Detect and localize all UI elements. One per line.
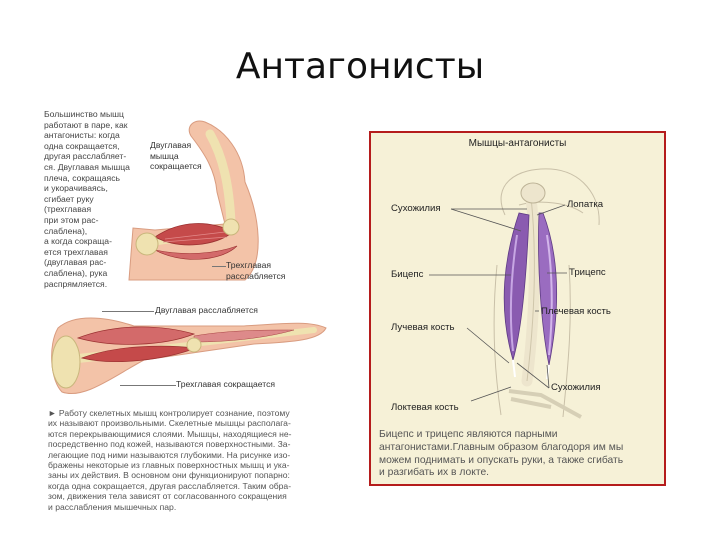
intro-line: слаблена), рука <box>44 267 108 278</box>
label-biceps-contracts <box>150 140 202 172</box>
label-radius: Лучевая кость <box>391 322 455 333</box>
footnote-line: легающие под ними называются глубокими. На рисунке изо- <box>48 449 291 460</box>
intro-line: другая расслабляет- <box>44 151 127 162</box>
caption-line: Бицепс и трицепс являются парными <box>379 429 558 440</box>
label-line: расслабляется <box>226 270 286 281</box>
slide-title: Антагонисты <box>235 46 485 87</box>
label-tendons-bottom: Сухожилия <box>551 382 601 393</box>
panel-leader-lines <box>371 133 664 433</box>
footnote-line: заны их действия. В основном они функционируют попарно: <box>48 470 290 481</box>
intro-line: распрямляется. <box>44 278 108 289</box>
intro-line: Большинство мышц <box>44 109 124 119</box>
footnote-text <box>48 408 292 512</box>
label-triceps-relaxes <box>226 260 285 281</box>
intro-line: (трехглавая <box>44 204 92 215</box>
intro-line: слаблена), <box>44 225 88 236</box>
intro-line: ется трехглавая <box>44 246 108 257</box>
extended-arm-illustration <box>44 300 334 410</box>
label-triceps-contracts: Трехглавая сокращается <box>176 379 276 389</box>
footnote-line: посредственно под кожей, называются поверхностными. За- <box>48 439 291 450</box>
label-line: сокращается <box>150 161 202 171</box>
intro-line: одна сокращается, <box>44 140 120 151</box>
panel-caption <box>379 429 664 480</box>
intro-line: работают в паре, как <box>44 119 128 130</box>
intro-line: ся. Двуглавая мышца <box>44 161 130 172</box>
label-biceps: Бицепс <box>391 269 424 280</box>
footnote-line: их называют произвольными. Скелетные мышцы располага- <box>48 418 291 429</box>
caption-line: антагонистами.Главным образом благодоря им мы <box>379 441 624 453</box>
label-humerus: Плечевая кость <box>541 306 611 317</box>
footnote-line: зом, движения тела зависят от согласованного сокращения <box>48 491 287 502</box>
intro-line: плеча, сокращаясь <box>44 172 120 183</box>
footnote-line: бражены некоторые из главных поверхностных мышц и ука- <box>48 460 290 471</box>
caption-line: и разгибать их в локте. <box>379 467 490 479</box>
label-line: мышца <box>150 150 179 161</box>
label-ulna: Локтевая кость <box>391 402 459 413</box>
leader-line <box>120 385 176 386</box>
footnote-line: ► Работу скелетных мышц контролирует сознание, поэтому <box>48 408 290 418</box>
intro-line: а когда сокраща- <box>44 236 112 247</box>
footnote-line: и расслабления мышечных пар. <box>48 501 177 512</box>
intro-line: сгибает руку <box>44 193 94 204</box>
label-triceps: Трицепс <box>569 267 606 278</box>
leader-line <box>102 311 154 312</box>
intro-line: при этом рас- <box>44 214 99 225</box>
panel-title: Мышцы-антагонисты <box>468 138 567 149</box>
label-line: Двуглавая <box>150 140 192 150</box>
label-biceps-relaxes: Двуглавая расслабляется <box>155 305 258 315</box>
footnote-line: когда одна сокращается, другая расслабляется. Таким обра- <box>48 480 292 491</box>
label-line: Трехглавая <box>226 260 272 270</box>
caption-line: можем поднимать и опускать руки, а также сгибать <box>379 454 624 466</box>
label-scapula: Лопатка <box>567 199 604 210</box>
antagonist-muscles-panel <box>369 131 666 486</box>
leader-line <box>212 266 226 267</box>
label-tendons-top: Сухожилия <box>391 203 441 214</box>
footnote-line: ются перекрывающимися слоями. Мышцы, находящиеся не- <box>48 428 292 439</box>
flexed-arm-illustration <box>125 112 325 282</box>
intro-line: (двуглавая рас- <box>44 257 107 268</box>
intro-line: и укорачиваясь, <box>44 183 108 194</box>
intro-line: антагонисты: когда <box>44 130 120 141</box>
intro-text <box>44 109 130 289</box>
